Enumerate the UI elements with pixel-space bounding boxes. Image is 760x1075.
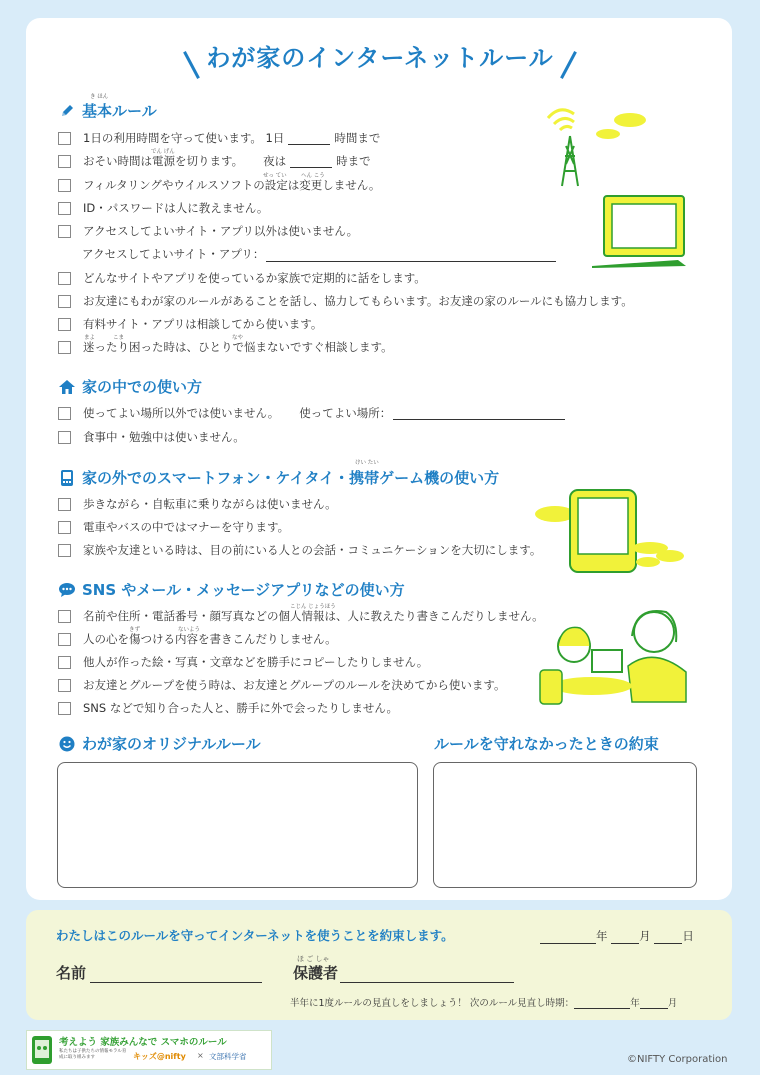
ruby-settei: せっ てい <box>263 173 287 179</box>
rule-text: 歩きながら・自転車に乗りながらは使いません。 <box>83 497 337 511</box>
checkbox[interactable] <box>58 225 71 238</box>
month-label: 月 <box>639 929 651 943</box>
smile-icon <box>58 735 76 753</box>
section-heading-original <box>58 733 261 754</box>
allowed-place-blank[interactable] <box>393 407 565 420</box>
rule-text: 食事中・勉強中は使いません。 <box>83 430 245 444</box>
review-year-blank[interactable] <box>574 998 630 1009</box>
chat-bubble-icon <box>58 581 76 599</box>
rule-row-6 <box>58 270 426 286</box>
section-title-home: 家の中での使い方 <box>82 378 203 396</box>
checkbox[interactable] <box>58 272 71 285</box>
tower-monitor-illustration <box>540 96 700 276</box>
ruby-hogosha: ほ ご しゃ <box>297 955 330 963</box>
checkbox[interactable] <box>58 407 71 420</box>
year-label: 年 <box>596 929 608 943</box>
review-month-label: 月 <box>667 998 678 1009</box>
review-text: 半年に1度ルールの見直しをしましょう！ 次のルール見直し時期： <box>290 998 575 1009</box>
rule-text: 電車やバスの中ではマナーを守ります。 <box>83 520 290 534</box>
rule-text: 時間まで <box>334 131 381 145</box>
month-blank[interactable] <box>611 931 639 944</box>
ruby-kojin: こじん じょうほう <box>290 604 336 610</box>
original-rules-box[interactable] <box>57 762 418 888</box>
logo-sub: 私たちは子供たちの情報モラル育成に取り組みます <box>59 1049 127 1060</box>
guardian-label: 保護者 <box>293 964 339 982</box>
title-wrap <box>0 38 760 73</box>
checkbox[interactable] <box>58 318 71 331</box>
section-heading-home <box>58 376 202 397</box>
section-title-original: わが家のオリジナルルール <box>82 735 261 753</box>
day-blank[interactable] <box>654 931 682 944</box>
rule-text: ID・パスワードは人に教えません。 <box>83 201 269 215</box>
outside-row-1 <box>58 496 337 512</box>
year-blank[interactable] <box>540 931 596 944</box>
logo-cross: × <box>197 1051 204 1060</box>
checkbox[interactable] <box>58 132 71 145</box>
rule-row-5 <box>58 223 358 239</box>
rule-row-3 <box>58 177 380 193</box>
guardian-blank[interactable] <box>340 966 514 983</box>
ruby-kihon: き ほん <box>90 94 109 100</box>
home-row-1 <box>58 405 565 421</box>
campaign-logo <box>26 1030 272 1070</box>
guardian-field <box>293 962 514 983</box>
section-title-promise: ルールを守れなかったときの約束 <box>434 735 659 753</box>
page-title: わが家のインターネットルール <box>206 44 554 72</box>
checkbox[interactable] <box>58 544 71 557</box>
rule-text: 他人が作った絵・写真・文章などを勝手にコピーしたりしません。 <box>83 655 429 669</box>
name-label: 名前 <box>56 964 87 982</box>
logo-title: 考えよう 家族みんなで スマホのルール <box>59 1037 227 1048</box>
broken-promise-box[interactable] <box>433 762 697 888</box>
outside-row-2 <box>58 519 289 535</box>
checkbox[interactable] <box>58 498 71 511</box>
rule-text: 1日の利用時間を守って使います。 1日 <box>83 131 285 145</box>
copyright: ©NIFTY Corporation <box>627 1054 728 1065</box>
checkbox[interactable] <box>58 431 71 444</box>
house-icon <box>58 378 76 396</box>
checkbox[interactable] <box>58 702 71 715</box>
hours-blank[interactable] <box>288 132 330 145</box>
rule-text: アクセスしてよいサイト・アプリ以外は使いません。 <box>83 224 359 238</box>
promise-text: わたしはこのルールを守ってインターネットを使うことを約束します。 <box>56 928 454 943</box>
rule-text: フィルタリングやウイルスソフトの設定は変更しません。 <box>83 178 381 192</box>
rule-text: 名前や住所・電話番号・顔写真などの個人情報は、人に教えたり書きこんだりしません。 <box>83 609 544 623</box>
ruby-dengen: でん げん <box>151 149 175 155</box>
ruby-mayo: まよ <box>84 335 96 341</box>
phone-icon <box>58 469 76 487</box>
checkbox[interactable] <box>58 179 71 192</box>
rule-text: 有料サイト・アプリは相談してから使います。 <box>83 317 323 331</box>
section-title-sns: SNS やメール・メッセージアプリなどの使い方 <box>82 581 405 599</box>
section-title-outside: 家の外でのスマートフォン・ケイタイ・携帯ゲーム機の使い方 <box>82 469 500 487</box>
checkbox[interactable] <box>58 341 71 354</box>
review-month-blank[interactable] <box>640 998 668 1009</box>
sns-row-4 <box>58 677 506 693</box>
allowed-sites-label: アクセスしてよいサイト・アプリ： <box>82 247 265 261</box>
time-blank[interactable] <box>290 155 332 168</box>
rule-row-8 <box>58 316 322 332</box>
phone-illustration <box>530 486 690 576</box>
rule-text: 使ってよい場所以外では使いません。 <box>83 406 280 420</box>
ruby-koma: こま <box>113 335 125 341</box>
rule-text: どんなサイトやアプリを使っているか家族で定期的に話をします。 <box>83 271 426 285</box>
rule-text: 時まで <box>336 154 371 168</box>
section-title-basic: 基本ルール <box>82 102 157 120</box>
ruby-keitai: けい たい <box>355 460 379 466</box>
sns-row-2 <box>58 631 337 647</box>
phone-logo-icon <box>31 1035 53 1065</box>
rule-text: 家族や友達といる時は、目の前にいる人との会話・コミュニケーションを大切にします。 <box>83 543 542 557</box>
pencil-icon <box>58 102 76 120</box>
ruby-henkou: へん こう <box>301 173 325 179</box>
rule-text: 夜は <box>263 154 287 168</box>
day-label: 日 <box>682 929 694 943</box>
rule-text: 迷ったり困った時は、ひとりで悩まないですぐ相談します。 <box>83 340 393 354</box>
rule-text: お友達にもわが家のルールがあることを話し、協力してもらいます。お友達の家のルールにも協力します。 <box>83 294 633 308</box>
rule-text: SNS などで知り合った人と、勝手に外で会ったりしません。 <box>83 701 399 715</box>
rule-text: おそい時間は電源を切ります。 <box>83 154 244 168</box>
section-heading-promise <box>434 733 659 754</box>
checkbox[interactable] <box>58 633 71 646</box>
rule-text: 人の心を傷つける内容を書きこんだりしません。 <box>83 632 337 646</box>
rule-text: 使ってよい場所： <box>299 406 392 420</box>
promise-date <box>540 928 694 944</box>
review-line <box>290 995 677 1009</box>
allowed-sites-line <box>82 246 556 262</box>
rule-row-1 <box>58 130 380 146</box>
logo-brand-mext: 文部科学省 <box>209 1052 247 1061</box>
name-field <box>56 962 262 983</box>
allowed-sites-blank[interactable] <box>266 249 556 262</box>
ruby-kizu: きず <box>129 627 141 633</box>
rule-row-7 <box>58 293 633 309</box>
sns-row-5 <box>58 700 398 716</box>
checkbox[interactable] <box>58 679 71 692</box>
rule-row-9 <box>58 339 393 355</box>
rule-row-2 <box>58 153 371 169</box>
review-year-label: 年 <box>630 998 640 1009</box>
section-heading-outside <box>58 467 499 488</box>
name-blank[interactable] <box>90 966 262 983</box>
family-illustration <box>536 606 696 716</box>
checkbox[interactable] <box>58 202 71 215</box>
checkbox[interactable] <box>58 155 71 168</box>
sns-row-3 <box>58 654 428 670</box>
outside-row-3 <box>58 542 541 558</box>
ruby-naiyou: ないよう <box>178 627 201 633</box>
ruby-naya: なや <box>232 335 244 341</box>
home-row-2 <box>58 429 245 445</box>
checkbox[interactable] <box>58 295 71 308</box>
rule-text: お友達とグループを使う時は、お友達とグループのルールを決めてから使います。 <box>83 678 506 692</box>
checkbox[interactable] <box>58 656 71 669</box>
section-heading-sns <box>58 579 405 600</box>
sns-row-1 <box>58 608 544 624</box>
checkbox[interactable] <box>58 610 71 623</box>
rule-row-4 <box>58 200 268 216</box>
logo-brand-kids: キッズ@nifty <box>133 1052 186 1061</box>
section-heading-basic <box>58 100 157 121</box>
checkbox[interactable] <box>58 521 71 534</box>
